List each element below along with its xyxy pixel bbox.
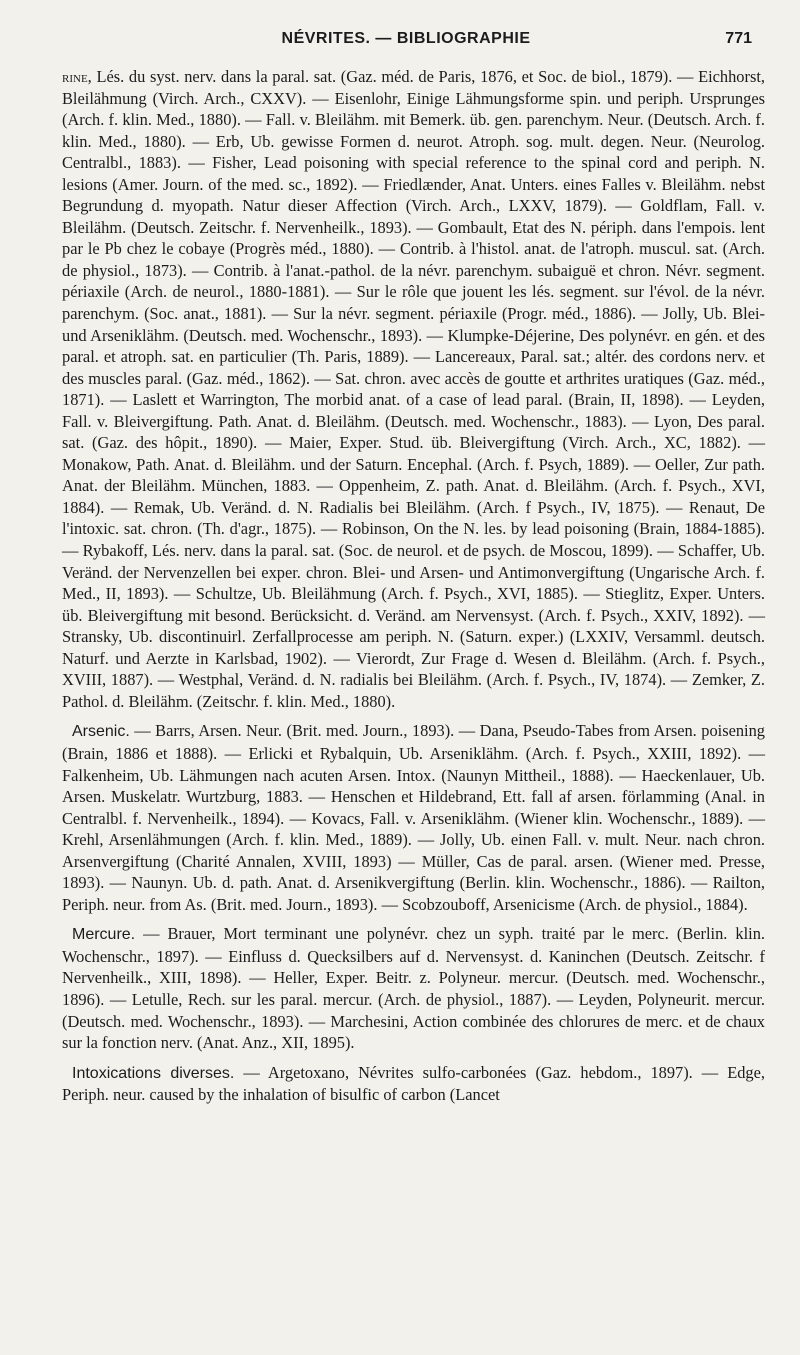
page-header <box>60 30 752 56</box>
bibliography-paragraph-intoxications <box>62 1062 765 1106</box>
paragraph-text: — Barrs, Arsen. Neur. (Brit. med. Journ., 1893). — Dana, Pseudo-Tabes from Arsen. poisening (Brain, 1886 et 1888). — Erlicki et Rybalquin, Ub. Arseniklähm. (Arch. f. Psych., XXIII, 1892). — Falkenheim, Ub. Lähmungen nach acuten Arsen. Intox. (Naunyn Mittheil., 1888). — Haeckenlauer, Ub. Arsen. Muskelatr. Wurtzburg, 1883. — Henschen et Hildebrand, Ett. fall af arsen. förlamming (Anal. in Centralbl. f. Nervenheilk., 1894). — Kovacs, Fall. v. Arseniklähm. (Wiener klin. Wochenschr., 1889). — Krehl, Arsenlähmungen (Arch. f. klin. Med., 1889). — Jolly, Ub. einen Fall. v. mult. Neur. nach chron. Arsenvergiftung (Charité Annalen, XVIII, 1893) — Müller, Cas de paral. arsen. (Wiener med. Presse, 1893). — Naunyn. Ub. d. path. Anat. d. Arsenikvergiftung (Berlin. klin. Wochenschr., 1886). — Railton, Periph. neur. from As. (Brit. med. Journ., 1893). — Scobzouboff, Arsenicisme (Arch. de physiol., 1884). <box>62 721 765 914</box>
bibliography-body <box>62 66 765 1106</box>
continued-author-fragment: rine <box>62 67 88 86</box>
bibliography-paragraph-mercure <box>62 923 765 1053</box>
section-heading-arsenic: Arsenic. <box>72 723 130 741</box>
paragraph-text: — Argetoxano, Névrites sulfo-carbonées (Gaz. hebdom., 1897). — Edge, Periph. neur. caused by the inhalation of bisulfic of carbon (Lancet <box>62 1062 766 1105</box>
running-title: NÉVRITES. — BIBLIOGRAPHIE <box>281 30 531 47</box>
bibliography-paragraph-arsenic <box>62 720 765 915</box>
bibliography-paragraph-lead-poisoning <box>62 66 765 712</box>
paragraph-text: , Lés. du syst. nerv. dans la paral. sat. (Gaz. méd. de Paris, 1876, et Soc. de biol., 1879). — Eichhorst, Bleilähmung (Virch. Arch., CXXV). — Eisenlohr, Einige Lähmungsforme spin. und periph. Ursprunges (Arch. f. klin. Med., 1880). — Fall. v. Bleilähm. mit Bemerk. üb. gen. parenchym. Neur. (Deutsch. Arch. f. klin. Med., 1880). — Erb, Ub. gewisse Formen d. neurot. Atroph. sog. mult. degen. Neur. (Neurolog. Centralbl., 1883). — Fisher, Lead poisoning with special reference to the spinal cord and periph. N. lesions (Amer. Journ. of the med. sc., 1892). — Friedlænder, Anat. Unters. eines Falles v. Bleilähm. nebst Begrundung d. myopath. Natur dieser Affection (Virch. Arch., LXXV, 1879). — Goldflam, Fall. v. Bleilähm. (Deutsch. Zeitschr. f. Nervenheilk., 1893). — Gombault, Etat des N. périph. dans l'empois. lent par le Pb chez le cobaye (Progrès méd., 1880). — Contrib. à l'histol. anat. de l'atroph. muscul. sat. (Arch. de physiol., 1873). — Contrib. à l'anat.-pathol. de la névr. parenchym. subaiguë et chron. Névr. segment. périaxile (Arch. de neurol., 1880-1881). — Sur le rôle que jouent les lés. segment. sur l'évol. de la névr. parenchym. (Soc. anat., 1881). — Sur la névr. segment. périaxile (Progr. méd., 1886). — Jolly, Ub. Blei- und Arseniklähm. (Deutsch. med. Wochenschr., 1893). — Klumpke-Déjerine, Des polynévr. en gén. et des paral. et atroph. sat. en particulier (Th. Paris, 1889). — Lancereaux, Paral. sat.; altér. des cordons nerv. et des muscles paral. (Gaz. méd., 1862). — Sat. chron. avec accès de goutte et arthrites uratiques (Gaz. méd., 1871). — Laslett et Warrington, The morbid anat. of a case of lead paral. (Brain, II, 1898). — Leyden, Fall. v. Bleivergiftung. Path. Anat. d. Bleilähm. (Deutsch. med. Wochenschr., 1883). — Lyon, Des paral. sat. (Gaz. des hôpit., 1890). — Maier, Exper. Stud. üb. Bleivergiftung (Virch. Arch., XC, 1882). — Monakow, Path. Anat. d. Bleilähm. und der Saturn. Encephal. (Arch. f. Psych, 1889). — Oeller, Zur path. Anat. der Bleilähm. München, 1883. — Oppenheim, Z. path. Anat. d. Bleilähm. (Arch. f. Psych., XVI, 1884). — Remak, Ub. Veränd. d. N. Radialis bei Bleilähm. (Arch. f Psych., IV, 1875). — Renaut, De l'intoxic. sat. chron. (Th. d'agr., 1875). — Robinson, On the N. les. by lead poisoning (Brain, 1884-1885). — Rybakoff, Lés. nerv. dans la paral. sat. (Soc. de neurol. et de psych. de Moscou, 1899). — Schaffer, Ub. Veränd. der Nervenzellen bei exper. chron. Blei- und Arsen- und Antimonvergiftung (Ungarische Arch. f. Med., II, 1893). — Schultze, Ub. Bleilähmung (Arch. f. Psych., XVI, 1885). — Stieglitz, Exper. Unters. üb. Bleivergiftung mit besond. Berücksicht. d. Veränd. am Nervensyst. (Arch. f. Psych., XXIV, 1892). — Stransky, Ub. discontinuirl. Zerfallprocesse am periph. N. (Saturn. exper.) (LXXIV, Versamml. deutsch. Naturf. und Aerzte in Karlsbad, 1902). — Vierordt, Zur Frage d. Wesen d. Bleilähm. (Arch. f. Psych., XVIII, 1887). — Westphal, Veränd. d. N. radialis bei Bleilähm. (Arch. f. Psych., IV, 1874). — Zemker, Z. Pathol. d. Bleilähm. (Zeitschr. f. klin. Med., 1880). <box>62 67 765 711</box>
page-number: 771 <box>725 30 752 47</box>
section-heading-intoxications: Intoxications diverses. <box>72 1064 235 1082</box>
paragraph-text: — Brauer, Mort terminant une polynévr. chez un syph. traité par le merc. (Berlin. klin. Wochenschr., 1897). — Einfluss d. Quecksilbers auf d. Nervensyst. d. Kaninchen (Deutsch. Zeitschr. f Nervenheilk., XIII, 1898). — Heller, Exper. Beitr. z. Polyneur. mercur. (Deutsch. med. Wochenschr., 1896). — Letulle, Rech. sur les paral. mercur. (Arch. de physiol., 1887). — Leyden, Polyneurit. mercur. (Deutsch. med. Wochenschr., 1893). — Marchesini, Action combinée des chlorures de merc. et de chaux sur la fonction nerv. (Anat. Anz., XII, 1895). <box>62 924 765 1053</box>
section-heading-mercure: Mercure. <box>72 926 136 944</box>
